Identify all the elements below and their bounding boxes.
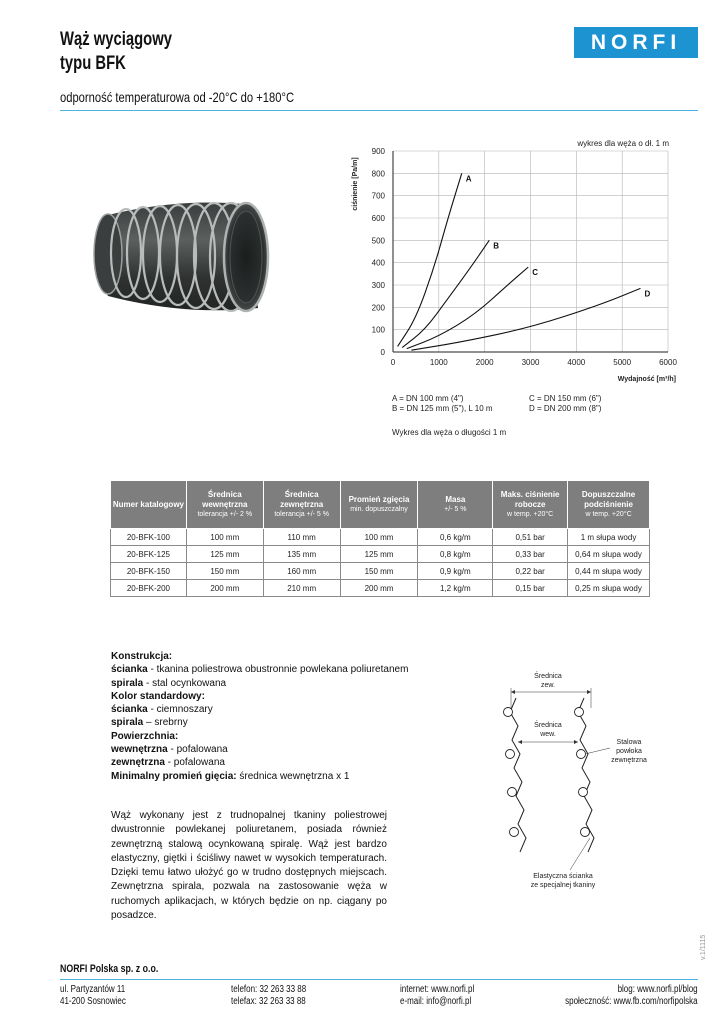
chart-x-label: Wydajność [m³/h] xyxy=(617,376,676,383)
cell: 0,8 kg/m xyxy=(418,546,493,563)
cell: 100 mm xyxy=(186,529,263,546)
pressure-chart xyxy=(340,134,685,386)
outer-arrow-right-icon xyxy=(587,690,591,694)
x-tick-label: 6000 xyxy=(659,358,677,367)
outer-surface: - pofalowana xyxy=(164,757,225,769)
cell: 150 mm xyxy=(186,563,263,580)
inner-arrow-left-icon xyxy=(518,740,522,744)
cell: 200 mm xyxy=(340,580,418,597)
th-mass: Masa +/- 5 % xyxy=(418,481,493,529)
title-line-1: Wąż wyciągowy xyxy=(60,29,173,50)
page-title xyxy=(60,28,172,76)
cell: 20-BFK-200 xyxy=(111,580,187,597)
inner-surface-term: wewnętrzna xyxy=(111,744,168,756)
y-tick-label: 900 xyxy=(371,147,385,156)
x-tick-label: 4000 xyxy=(567,358,586,367)
inner-arrow-right-icon xyxy=(574,740,578,744)
spiral-term: spirala xyxy=(111,677,144,689)
y-tick-label: 600 xyxy=(371,214,385,223)
cell: 1 m słupa wody xyxy=(568,529,650,546)
chart-x-ticks xyxy=(391,358,678,367)
y-tick-label: 100 xyxy=(371,325,385,335)
steel-coating-label-3: zewnętrzna xyxy=(611,757,647,764)
cell: 0,33 bar xyxy=(493,546,568,563)
legend-c: C = DN 150 mm (6") xyxy=(529,394,602,403)
steel-coating-label-1: Stalowa xyxy=(616,739,642,746)
y-tick-label: 300 xyxy=(371,281,385,290)
footer-divider xyxy=(60,979,698,980)
cell: 0,64 m słupa wody xyxy=(568,546,650,563)
chart-y-ticks xyxy=(372,147,386,357)
spiral-material: - stal ocynkowana xyxy=(143,677,227,689)
cell: 0,22 bar xyxy=(493,563,568,580)
steel-coating-label-2: powłoka xyxy=(616,748,642,755)
series-label-a: A xyxy=(465,174,472,184)
footer-email-link[interactable]: e-mail: info@norfi.pl xyxy=(400,996,472,1007)
footer-facebook-link[interactable]: społeczność: www.fb.com/norfipolska xyxy=(565,996,698,1007)
outer-diameter-label-2: zew. xyxy=(540,682,556,689)
product-description: Wąż wykonany jest z trudnopalnej tkaniny poliestrowej dwustronnie powlekanej poliuretanem, posiada również zewnętrzną stalową ocynkowaną spiralę. Wąż jest bardzo elastyczny, giętki i ściśliwy nawet w wysokich temperaturach. Dzięki temu łatwo ułożyć go w trudno dostępnych miejscach. Zewnętrzna spirala, pozwala na zastosowanie węża w ruchomych aplikacjach, w których będzie on np. ciągany po posadzce. xyxy=(111,810,387,922)
header-divider xyxy=(60,110,698,111)
table-row xyxy=(111,529,650,546)
series-line-d xyxy=(411,288,640,350)
bend-radius-term: Minimalny promień gięcia: xyxy=(111,770,237,782)
cell: 110 mm xyxy=(263,529,340,546)
cell: 100 mm xyxy=(340,529,418,546)
chart-title: wykres dla węża o dł. 1 m xyxy=(577,139,669,148)
series-label-d: D xyxy=(644,289,651,299)
th-vacuum: Dopuszczalne podciśnienie w temp. +20°C xyxy=(568,481,650,529)
footer-address-line-1: ul. Partyzantów 11 xyxy=(60,984,126,995)
table-header-row xyxy=(111,481,650,529)
color-heading: Kolor standardowy: xyxy=(111,690,205,702)
hose-photo xyxy=(86,196,272,320)
version-tag: v.1/1115 xyxy=(700,934,707,960)
construction-section xyxy=(111,650,408,783)
x-tick-label: 2000 xyxy=(475,358,494,367)
th-bend-radius: Promień zgięcia min. dopuszczalny xyxy=(340,481,418,529)
cell: 200 mm xyxy=(186,580,263,597)
wall-term: ścianka xyxy=(111,664,148,676)
outer-diameter-label-1: Średnica xyxy=(534,673,562,680)
chart-note: Wykres dla węża o długości 1 m xyxy=(392,428,507,437)
cell: 0,51 bar xyxy=(493,529,568,546)
x-tick-label: 1000 xyxy=(429,358,448,367)
cell: 150 mm xyxy=(340,563,418,580)
footer-phone: telefon: 32 263 33 88 xyxy=(231,984,307,995)
x-tick-label: 3000 xyxy=(521,358,540,367)
th-inner-diameter: Średnica wewnętrzna tolerancja +/- 2 % xyxy=(186,481,263,529)
temperature-subtitle: odporność temperaturowa od -20°C do +180°C xyxy=(60,89,295,105)
cell: 210 mm xyxy=(263,580,340,597)
y-tick-label: 200 xyxy=(371,303,385,313)
cell: 0,6 kg/m xyxy=(418,529,493,546)
cell: 20-BFK-100 xyxy=(111,529,187,546)
wall-material: - tkanina poliestrowa obustronnie powlekana poliuretanem xyxy=(147,664,409,676)
y-tick-label: 700 xyxy=(371,191,385,201)
cell: 125 mm xyxy=(186,546,263,563)
cross-section-diagram xyxy=(480,668,660,898)
footer-website-link[interactable]: internet: www.norfi.pl xyxy=(400,984,475,995)
fabric-wall-label-2: ze specjalnej tkaniny xyxy=(530,882,596,889)
series-label-c: C xyxy=(532,268,538,278)
footer-social xyxy=(566,984,699,1008)
y-tick-label: 800 xyxy=(371,169,385,179)
spiral-color-term: spirala xyxy=(111,717,144,729)
y-tick-label: 500 xyxy=(371,236,385,246)
bend-radius-value: średnica wewnętrzna x 1 xyxy=(236,770,350,782)
outer-arrow-left-icon xyxy=(511,690,515,694)
series-label-b: B xyxy=(493,241,500,251)
cell: 20-BFK-125 xyxy=(111,546,187,563)
footer-company: NORFI Polska sp. z o.o. xyxy=(60,963,159,975)
cell: 0,9 kg/m xyxy=(418,563,493,580)
th-catalog: Numer katalogowy xyxy=(111,481,187,529)
table-row xyxy=(111,546,650,563)
series-line-a xyxy=(398,173,462,346)
cell: 20-BFK-150 xyxy=(111,563,187,580)
outer-surface-term: zewnętrzna xyxy=(111,757,165,769)
cell: 1,2 kg/m xyxy=(418,580,493,597)
legend-d: D = DN 200 mm (8") xyxy=(529,404,602,413)
fabric-wall-pointer xyxy=(570,838,590,870)
chart-y-label: ciśnienie [Pa/m] xyxy=(352,157,359,211)
cell: 160 mm xyxy=(263,563,340,580)
fabric-wall-label-1: Elastyczna ścianka xyxy=(533,873,593,880)
th-outer-diameter: Średnica zewnętrzna tolerancja +/- 5 % xyxy=(263,481,340,529)
y-tick-label: 0 xyxy=(380,348,385,357)
construction-heading: Konstrukcja: xyxy=(111,651,173,662)
cell: 0,44 m słupa wody xyxy=(568,563,650,580)
x-tick-label: 5000 xyxy=(613,358,632,367)
wall-color: - ciemnoszary xyxy=(147,704,213,716)
table-row xyxy=(111,580,650,597)
steel-coating-pointer xyxy=(585,748,610,754)
footer-web xyxy=(400,984,474,1008)
chart-series xyxy=(398,173,651,350)
chart-grid xyxy=(393,151,668,352)
series-line-c xyxy=(407,267,528,349)
norfi-logo: NORFI xyxy=(574,27,698,58)
legend-a: A = DN 100 mm (4") xyxy=(392,394,464,403)
th-max-pressure: Maks. ciśnienie robocze w temp. +20°C xyxy=(493,481,568,529)
footer-address xyxy=(60,984,126,1008)
footer-blog-link[interactable]: blog: www.norfi.pl/blog xyxy=(617,984,698,995)
surface-heading: Powierzchnia: xyxy=(111,730,179,742)
legend-b: B = DN 125 mm (5"), L 10 m xyxy=(392,404,493,413)
cell: 0,25 m słupa wody xyxy=(568,580,650,597)
footer-phones xyxy=(231,984,306,1008)
footer-address-line-2: 41-200 Sosnowiec xyxy=(60,996,126,1007)
cell: 135 mm xyxy=(263,546,340,563)
table-row xyxy=(111,563,650,580)
cell: 0,15 bar xyxy=(493,580,568,597)
inner-diameter-label-2: wew. xyxy=(540,731,556,738)
footer-fax: telefax: 32 263 33 88 xyxy=(231,996,306,1007)
y-tick-label: 400 xyxy=(371,258,385,268)
cell: 125 mm xyxy=(340,546,418,563)
spec-table xyxy=(110,480,650,597)
spiral-color: – srebrny xyxy=(143,717,188,729)
inner-diameter-label-1: Średnica xyxy=(534,722,562,729)
title-line-2: typu BFK xyxy=(60,53,126,74)
wall-color-term: ścianka xyxy=(111,704,148,716)
inner-surface: - pofalowana xyxy=(167,744,228,756)
x-tick-label: 0 xyxy=(390,358,396,367)
